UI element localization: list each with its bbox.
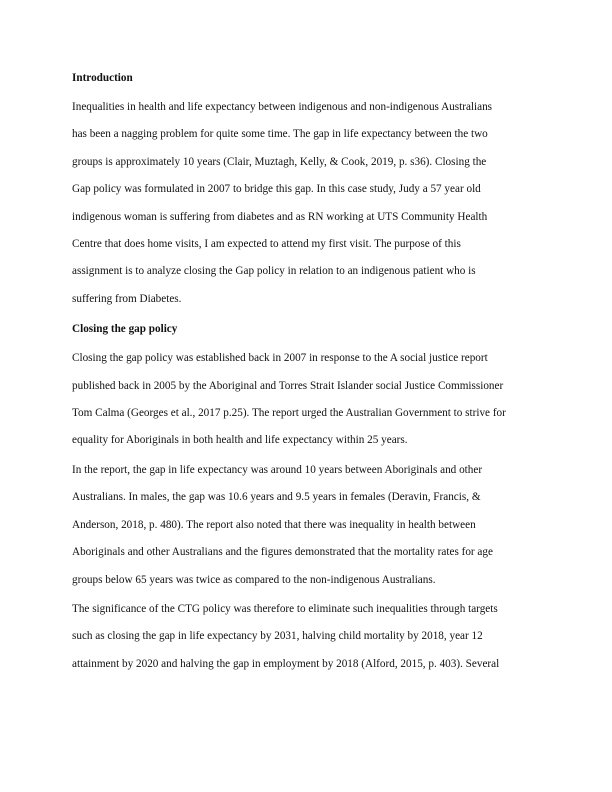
- text-line: indigenous woman is suffering from diabetes and as RN working at UTS Community Health: [72, 210, 488, 223]
- text-line: Gap policy was formulated in 2007 to bridge this gap. In this case study, Judy a 57 year old: [72, 183, 481, 196]
- text-line: Closing the gap policy was established back in 2007 in response to the A social justice report: [72, 352, 488, 365]
- text-line: suffering from Diabetes.: [72, 292, 182, 305]
- text-line: The significance of the CTG policy was therefore to eliminate such inequalities through targets: [72, 602, 498, 615]
- text-line: Tom Calma (Georges et al., 2017 p.25). The report urged the Australian Government to strive for: [72, 407, 506, 420]
- text-line: such as closing the gap in life expectancy by 2031, halving child mortality by 2018, year 12: [72, 630, 483, 643]
- text-line: published back in 2005 by the Aboriginal and Torres Strait Islander social Justice Commissioner: [72, 379, 504, 392]
- text-line: Aboriginals and other Australians and the figures demonstrated that the mortality rates for age: [72, 546, 493, 559]
- section-heading-introduction: Introduction: [72, 72, 133, 84]
- paragraph-ctg-significance: [72, 596, 544, 678]
- text-line: Anderson, 2018, p. 480). The report also noted that there was inequality in health between: [72, 518, 476, 531]
- document-body: [72, 64, 544, 680]
- paragraph-policy-background: [72, 345, 544, 455]
- text-line: attainment by 2020 and halving the gap in employment by 2018 (Alford, 2015, p. 403). Several: [72, 657, 500, 670]
- text-line: Australians. In males, the gap was 10.6 years and 9.5 years in females (Deravin, Francis, &: [72, 491, 481, 504]
- text-line: Centre that does home visits, I am expected to attend my first visit. The purpose of this: [72, 238, 461, 251]
- text-line: In the report, the gap in life expectancy was around 10 years between Aboriginals and other: [72, 463, 483, 476]
- paragraph-introduction: [72, 94, 544, 313]
- text-line: Inequalities in health and life expectancy between indigenous and non-indigenous Australians: [72, 101, 493, 113]
- section-heading-closing-the-gap: Closing the gap policy: [72, 323, 178, 336]
- text-line: equality for Aboriginals in both health and life expectancy within 25 years.: [72, 434, 408, 447]
- text-line: assignment is to analyze closing the Gap policy in relation to an indigenous patient who is: [72, 265, 476, 278]
- text-line: groups is approximately 10 years (Clair, Muztagh, Kelly, & Cook, 2019, p. s36). Closing the: [72, 155, 487, 168]
- paragraph-life-expectancy-gap: [72, 457, 544, 594]
- text-line: groups below 65 years was twice as compared to the non-indigenous Australians.: [72, 573, 436, 586]
- text-line: has been a nagging problem for quite some time. The gap in life expectancy between the two: [72, 128, 488, 141]
